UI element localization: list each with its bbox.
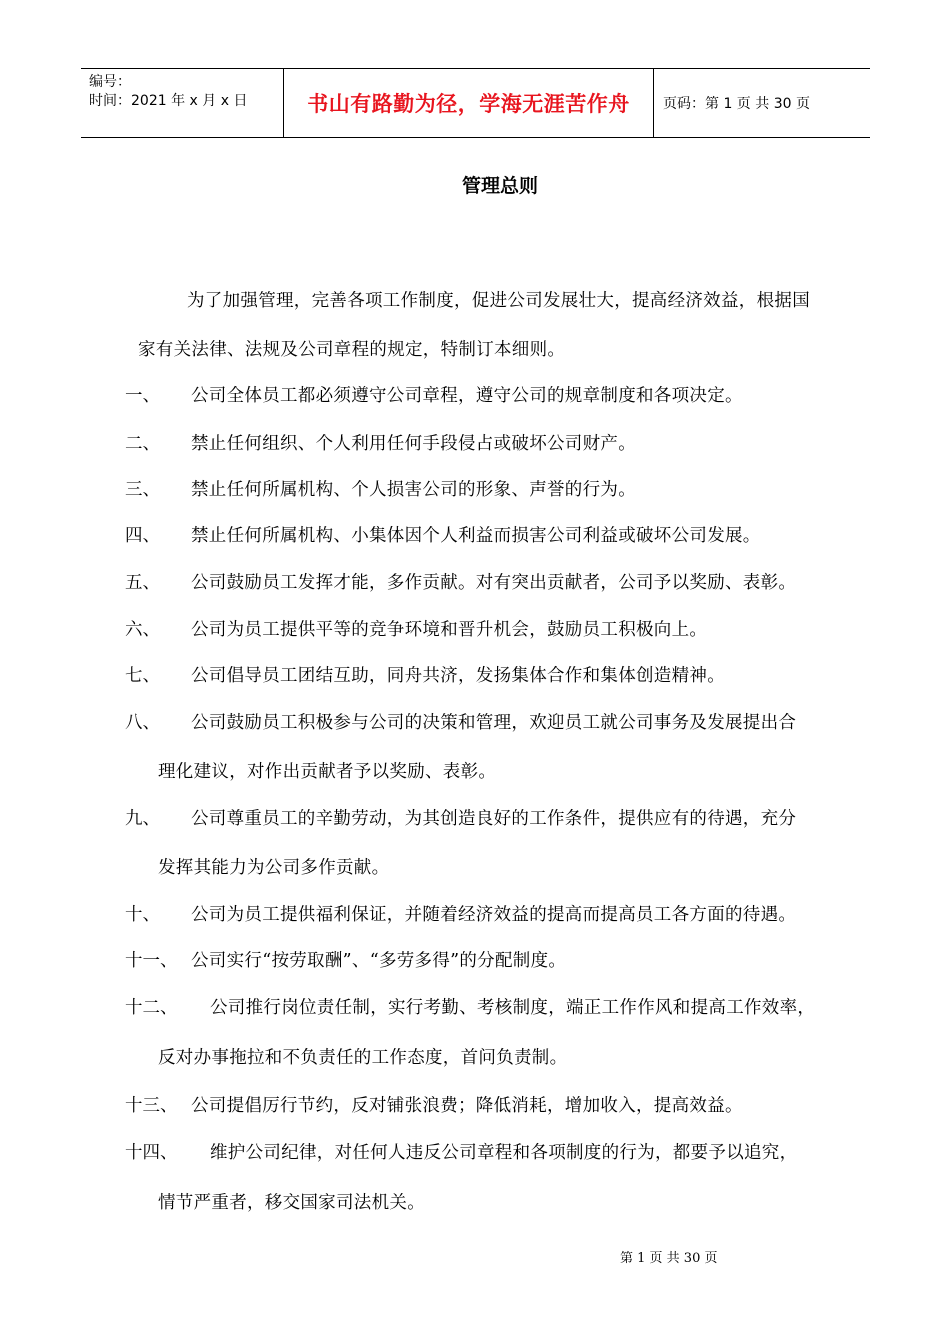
article-number: 七、 bbox=[125, 666, 160, 686]
article-number: 十一、 bbox=[125, 951, 178, 971]
article-number: 六、 bbox=[125, 620, 160, 640]
article-text: 禁止任何所属机构、小集体因个人利益而损害公司利益或破坏公司发展。 bbox=[191, 526, 761, 546]
article-number: 九、 bbox=[125, 809, 160, 829]
article-number: 八、 bbox=[125, 713, 160, 733]
article-text-continued: 反对办事拖拉和不负责任的工作态度，首问负责制。 bbox=[158, 1048, 568, 1068]
article-text: 公司全体员工都必须遵守公司章程，遵守公司的规章制度和各项决定。 bbox=[191, 386, 743, 406]
article-number: 十、 bbox=[125, 905, 160, 925]
article-text: 公司为员工提供平等的竞争环境和晋升机会，鼓励员工积极向上。 bbox=[191, 620, 708, 640]
article-number: 四、 bbox=[125, 526, 160, 546]
header-motto: 书山有路勤为径，学海无涯苦作舟 bbox=[283, 69, 654, 137]
article-number: 一、 bbox=[125, 386, 160, 406]
header-meta bbox=[81, 69, 283, 137]
article-text: 公司推行岗位责任制，实行考勤、考核制度，端正工作作风和提高工作效率， bbox=[210, 998, 816, 1018]
article-number: 十四、 bbox=[125, 1143, 178, 1163]
article-text: 公司鼓励员工积极参与公司的决策和管理，欢迎员工就公司事务及发展提出合 bbox=[191, 713, 797, 733]
article-text: 公司实行“按劳取酬”、“多劳多得”的分配制度。 bbox=[191, 951, 567, 971]
article-number: 十三、 bbox=[125, 1096, 178, 1116]
article-number: 十二、 bbox=[125, 998, 178, 1018]
article-text: 公司为员工提供福利保证，并随着经济效益的提高而提高员工各方面的待遇。 bbox=[191, 905, 797, 925]
intro-line-2: 家有关法律、法规及公司章程的规定，特制订本细则。 bbox=[138, 340, 566, 360]
header-page-code: 页码：第 1 页 共 30 页 bbox=[663, 96, 810, 112]
article-text: 公司鼓励员工发挥才能，多作贡献。对有突出贡献者，公司予以奖励、表彰。 bbox=[191, 573, 797, 593]
article-number: 二、 bbox=[125, 434, 160, 454]
article-text: 禁止任何所属机构、个人损害公司的形象、声誉的行为。 bbox=[191, 480, 636, 500]
page-header bbox=[81, 68, 870, 138]
article-number: 三、 bbox=[125, 480, 160, 500]
document-date-label: 时间：2021 年 x 月 x 日 bbox=[89, 93, 248, 109]
page-footer: 第 1 页 共 30 页 bbox=[620, 1251, 718, 1266]
article-text: 维护公司纪律，对任何人违反公司章程和各项制度的行为，都要予以追究， bbox=[210, 1143, 798, 1163]
article-text: 公司提倡厉行节约，反对铺张浪费；降低消耗，增加收入，提高效益。 bbox=[191, 1096, 743, 1116]
article-number: 五、 bbox=[125, 573, 160, 593]
article-text-continued: 发挥其能力为公司多作贡献。 bbox=[158, 858, 390, 878]
article-text: 禁止任何组织、个人利用任何手段侵占或破坏公司财产。 bbox=[191, 434, 636, 454]
document-number-label: 编号： bbox=[89, 74, 131, 90]
document-title: 管理总则 bbox=[461, 175, 538, 197]
article-text-continued: 理化建议，对作出贡献者予以奖励、表彰。 bbox=[158, 762, 497, 782]
article-text: 公司尊重员工的辛勤劳动，为其创造良好的工作条件，提供应有的待遇，充分 bbox=[191, 809, 797, 829]
article-text: 公司倡导员工团结互助，同舟共济，发扬集体合作和集体创造精神。 bbox=[191, 666, 725, 686]
intro-line-1: 为了加强管理，完善各项工作制度，促进公司发展壮大，提高经济效益，根据国 bbox=[187, 291, 810, 311]
article-text-continued: 情节严重者，移交国家司法机关。 bbox=[158, 1193, 425, 1213]
